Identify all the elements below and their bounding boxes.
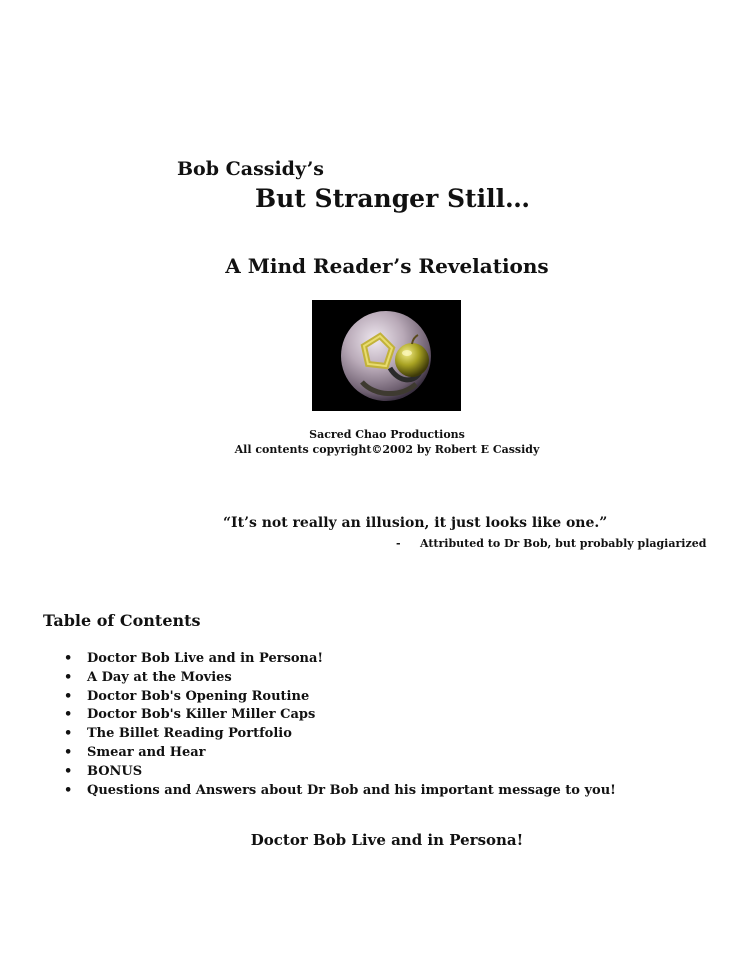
toc-item-smear-and-hear[interactable]: • Smear and Hear xyxy=(64,744,616,763)
section-heading: Doctor Bob Live and in Persona! xyxy=(250,831,524,849)
cover-logo xyxy=(312,300,461,411)
toc-heading: Table of Contents xyxy=(43,611,201,630)
toc-item-questions-and-answers[interactable]: • Questions and Answers about Dr Bob and his important message to you! xyxy=(64,782,616,801)
epigraph-attribution: Attributed to Dr Bob, but probably plagiarized xyxy=(420,537,707,550)
book-subtitle: A Mind Reader’s Revelations xyxy=(225,254,549,278)
attribution-dash: - xyxy=(396,537,401,550)
toc-item-live-in-persona[interactable]: • Doctor Bob Live and in Persona! xyxy=(64,650,616,669)
author-line: Bob Cassidy’s xyxy=(177,158,325,180)
toc-item-billet-reading-portfolio[interactable]: • The Billet Reading Portfolio xyxy=(64,725,616,744)
toc-item-day-at-movies[interactable]: • A Day at the Movies xyxy=(64,669,616,688)
epigraph-attribution-line xyxy=(396,537,706,550)
toc-item-bonus[interactable]: • BONUS xyxy=(64,763,616,782)
toc-item-killer-miller-caps[interactable]: • Doctor Bob's Killer Miller Caps xyxy=(64,706,616,725)
book-title: But Stranger Still… xyxy=(255,184,531,213)
toc-list xyxy=(64,650,616,800)
epigraph-quote: “It’s not really an illusion, it just looks like one.” xyxy=(223,515,608,531)
copyright-line: All contents copyright©2002 by Robert E Cassidy xyxy=(234,443,540,456)
toc-item-opening-routine[interactable]: • Doctor Bob's Opening Routine xyxy=(64,688,616,707)
sphere-with-pentagon-and-apple-icon xyxy=(312,300,461,411)
publisher-line: Sacred Chao Productions xyxy=(309,428,465,441)
